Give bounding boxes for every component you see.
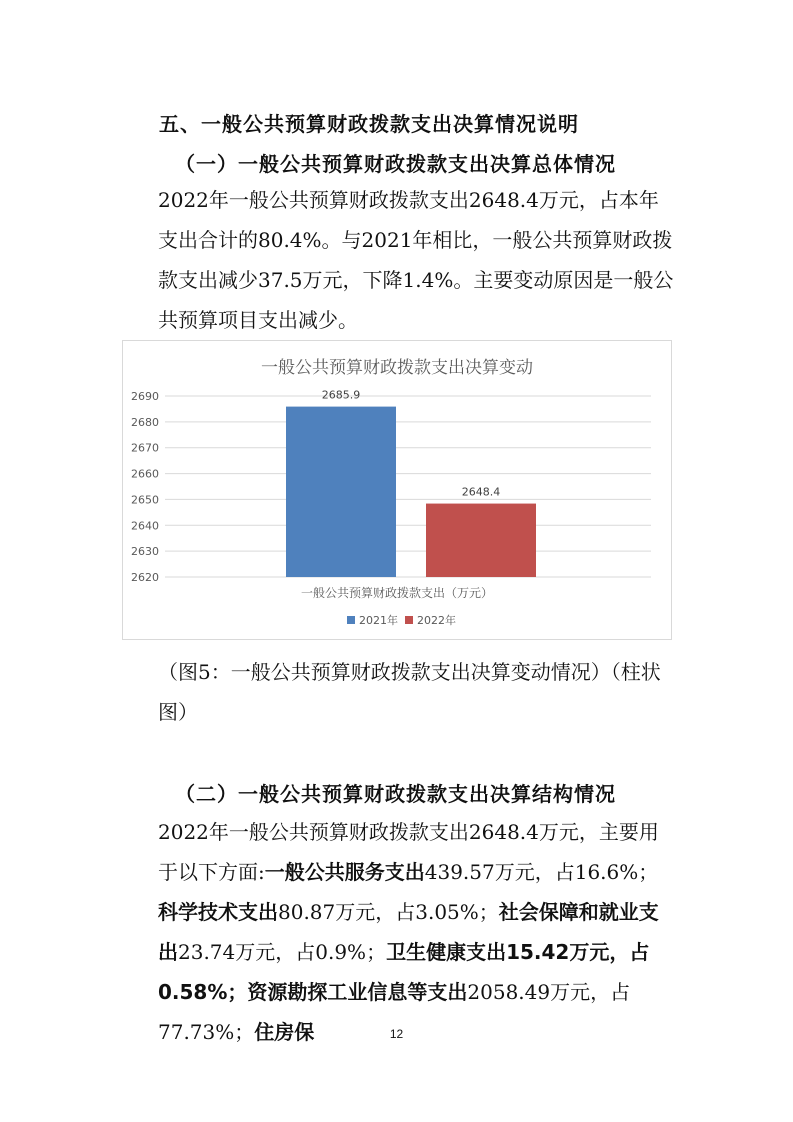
item-general-public-services: 一般公共服务支出 — [264, 860, 425, 884]
structure-intro: 2022年一般公共预算财政拨款支出2648.4万元，主要用于以下方面: — [158, 820, 659, 884]
item-resources-value: 2058.49万元，占77.73%； — [158, 980, 631, 1044]
section-heading: 五、一般公共预算财政拨款支出决算情况说明 — [159, 112, 579, 136]
paragraph-overall — [118, 180, 678, 340]
item-general-public-services-value: 439.57万元，占16.6%； — [424, 860, 659, 884]
chart-title: 一般公共预算财政拨款支出决算变动 — [261, 358, 533, 378]
x-axis-label: 一般公共预算财政拨款支出（万元） — [300, 586, 494, 600]
legend-label: 2022年 — [417, 614, 456, 627]
y-tick-label: 2620 — [131, 571, 159, 584]
item-housing: 住房保 — [254, 1020, 315, 1044]
overall-text: 2022年一般公共预算财政拨款支出2648.4万元，占本年支出合计的80.4%。与2021年相比，一般公共预算财政拨款支出减少37.5万元，下降1.4%。主要变动原因是一般公共预算项目支出减少。 — [158, 188, 674, 332]
subsection-heading-1: （一）一般公共预算财政拨款支出决算总体情况 — [175, 152, 616, 176]
bar-chart — [122, 340, 672, 640]
structure-text — [118, 812, 678, 1052]
y-tick-label: 2640 — [131, 519, 159, 533]
item-science-technology-value: 80.87万元，占3.05%； — [278, 900, 499, 924]
legend-swatch — [347, 616, 355, 624]
caption-text: （图5：一般公共预算财政拨款支出决算变动情况）（柱状图） — [158, 660, 661, 724]
y-tick-label: 2650 — [131, 493, 159, 507]
y-tick-label: 2680 — [131, 415, 159, 429]
data-label: 2685.9 — [321, 388, 361, 402]
y-tick-label: 2630 — [131, 545, 159, 559]
item-social-security-value: 23.74万元，占0.9%； — [178, 940, 387, 964]
y-tick-label: 2660 — [131, 467, 159, 481]
item-science-technology: 科学技术支出 — [158, 900, 278, 924]
y-tick-label: 2670 — [131, 441, 159, 455]
subsection-heading-2: （二）一般公共预算财政拨款支出决算结构情况 — [175, 782, 616, 806]
figure-caption — [118, 652, 678, 732]
item-health: 卫生健康支出15.42万元，占0.58%； — [158, 940, 650, 1004]
legend-swatch — [405, 616, 413, 624]
item-social-security: 社会保障和就业支出 — [158, 900, 659, 964]
y-tick-label: 2690 — [131, 390, 159, 403]
legend-label: 2021年 — [359, 614, 398, 627]
chart-canvas — [123, 341, 671, 639]
page-number: 12 — [389, 1027, 404, 1041]
item-resources: 资源勘探工业信息等支出 — [247, 980, 468, 1004]
bar-2021年 — [286, 407, 396, 577]
paragraph-structure — [118, 812, 678, 1052]
bar-2022年 — [426, 504, 536, 577]
data-label: 2648.4 — [461, 485, 501, 499]
